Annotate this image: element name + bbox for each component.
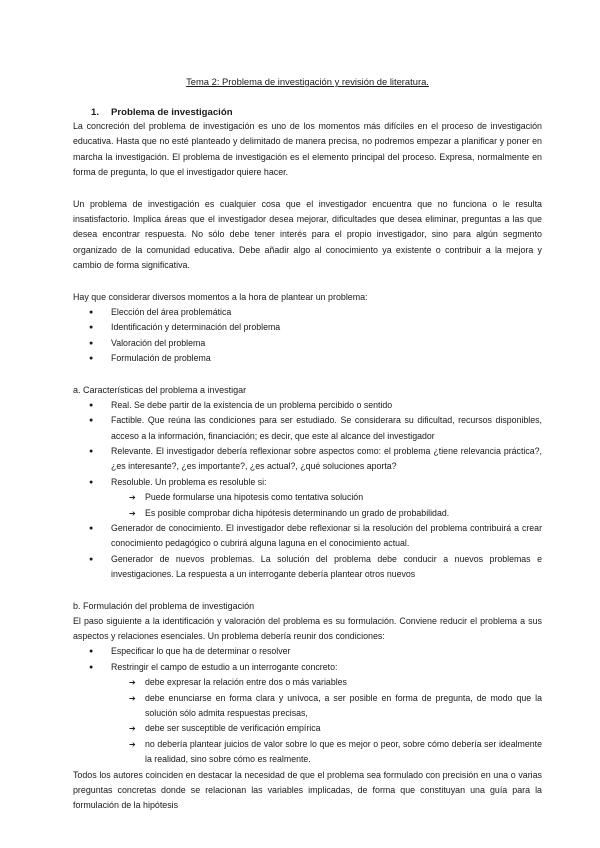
conditions-sublist [73,675,542,767]
list-item: ➔ debe enunciarse en forma clara y unívoca, a ser posible en forma de pregunta, de modo que la solución sólo admita respuestas precisas, [73,691,542,722]
list-item: ● Formulación de problema [73,351,542,366]
section-1-heading [73,107,542,118]
list-item: ● Resoluble. Un problema es resoluble si: [73,475,542,490]
list-item: ● Relevante. El investigador debería reflexionar sobre aspectos como: el problema ¿tiene relevancia práctica?, ¿es interesante?, ¿es importante?, ¿es actual?, ¿qué soluciones aporta? [73,444,542,475]
list-item: ➔ Es posible comprobar dicha hipótesis determinando un grado de probabilidad. [73,506,542,521]
paragraph-3: Hay que considerar diversos momentos a la hora de plantear un problema: [73,291,368,302]
section-1-number: 1. [91,107,100,118]
document-title: Tema 2: Problema de investigación y revisión de literatura. [186,76,429,87]
section-a-heading: a. Características del problema a investigar [73,384,247,395]
section-b-intro: El paso siguiente a la identificación y valoración del problema es su formulación. Conviene reducir el problema a sus aspectos y relaciones esenciales. Un problema debería reunir dos condiciones: [73,615,542,641]
list-item: ● Restringir el campo de estudio a un interrogante concreto: [73,660,542,675]
list-item: ● Identificación y determinación del problema [73,320,542,335]
list-item: ➔ no debería plantear juicios de valor sobre lo que es mejor o peor, sobre cómo debería ser idealmente la realidad, sino sobre cómo es realmente. [73,737,542,768]
characteristics-list [73,398,542,490]
list-item: ● Especificar lo que ha de determinar o resolver [73,644,542,659]
section-b-heading: b. Formulación del problema de investigación [73,600,255,611]
section-1-title: Problema de investigación [111,107,233,118]
list-item: ● Elección del área problemática [73,305,542,320]
list-item: ➔ debe expresar la relación entre dos o más variables [73,675,542,690]
list-item: ➔ Puede formularse una hipotesis como tentativa solución [73,490,542,505]
paragraph-2: Un problema de investigación es cualquier cosa que el investigador encuentra que no funciona o le resulta insatisfactorio. Implica áreas que el investigador desea mejorar, dificultades que desea eliminar, preguntas a las que desea encontrar respuesta. No sólo debe tener interés para el propio investigador, sino para algún segmento organizado de la comunidad educativa. Debe añadir algo al conocimiento ya existente o contribuir a la mejora y cambio de forma significativa. [73,198,542,271]
list-item: ● Real. Se debe partir de la existencia de un problema percibido o sentido [73,398,542,413]
list-item: ➔ debe ser susceptible de verificación empírica [73,721,542,736]
list-item: ● Generador de nuevos problemas. La solución del problema debe conducir a nuevos problemas e investigaciones. La respuesta a un interrogante debería plantear otros nuevos [73,552,542,583]
list-item: ● Generador de conocimiento. El investigador debe reflexionar si la resolución del problema contribuirá a crear conocimiento pedagógico o cubrirá alguna laguna en el conocimiento actual. [73,521,542,552]
conditions-list [73,644,542,675]
closing-paragraph: Todos los autores coinciden en destacar la necesidad de que el problema sea formulado con precisión en una o varias preguntas concretas donde se relacionan las variables implicadas, de forma que constituyan una guía para la formulación de la hipótesis [73,769,542,811]
paragraph-1: La concreción del problema de investigación es uno de los momentos más difíciles en el proceso de investigación educativa. Hasta que no esté planteado y delimitado de manera precisa, no podremos empezar a planificar y poner en marcha la investigación. El problema de investigación es el elemento principal del proceso. Expresa, normalmente en forma de pregunta, lo que el investigador quiere hacer. [73,121,542,178]
characteristics-list-continued [73,521,542,583]
resoluble-sublist [73,490,542,521]
list-item: ● Factible. Que reúna las condiciones para ser estudiado. Se considerara su dificultad, recursos disponibles, acceso a la información, financiación; es decir, que este al alcance del investigador [73,413,542,444]
list-item: ● Valoración del problema [73,336,542,351]
moments-list [73,305,542,367]
